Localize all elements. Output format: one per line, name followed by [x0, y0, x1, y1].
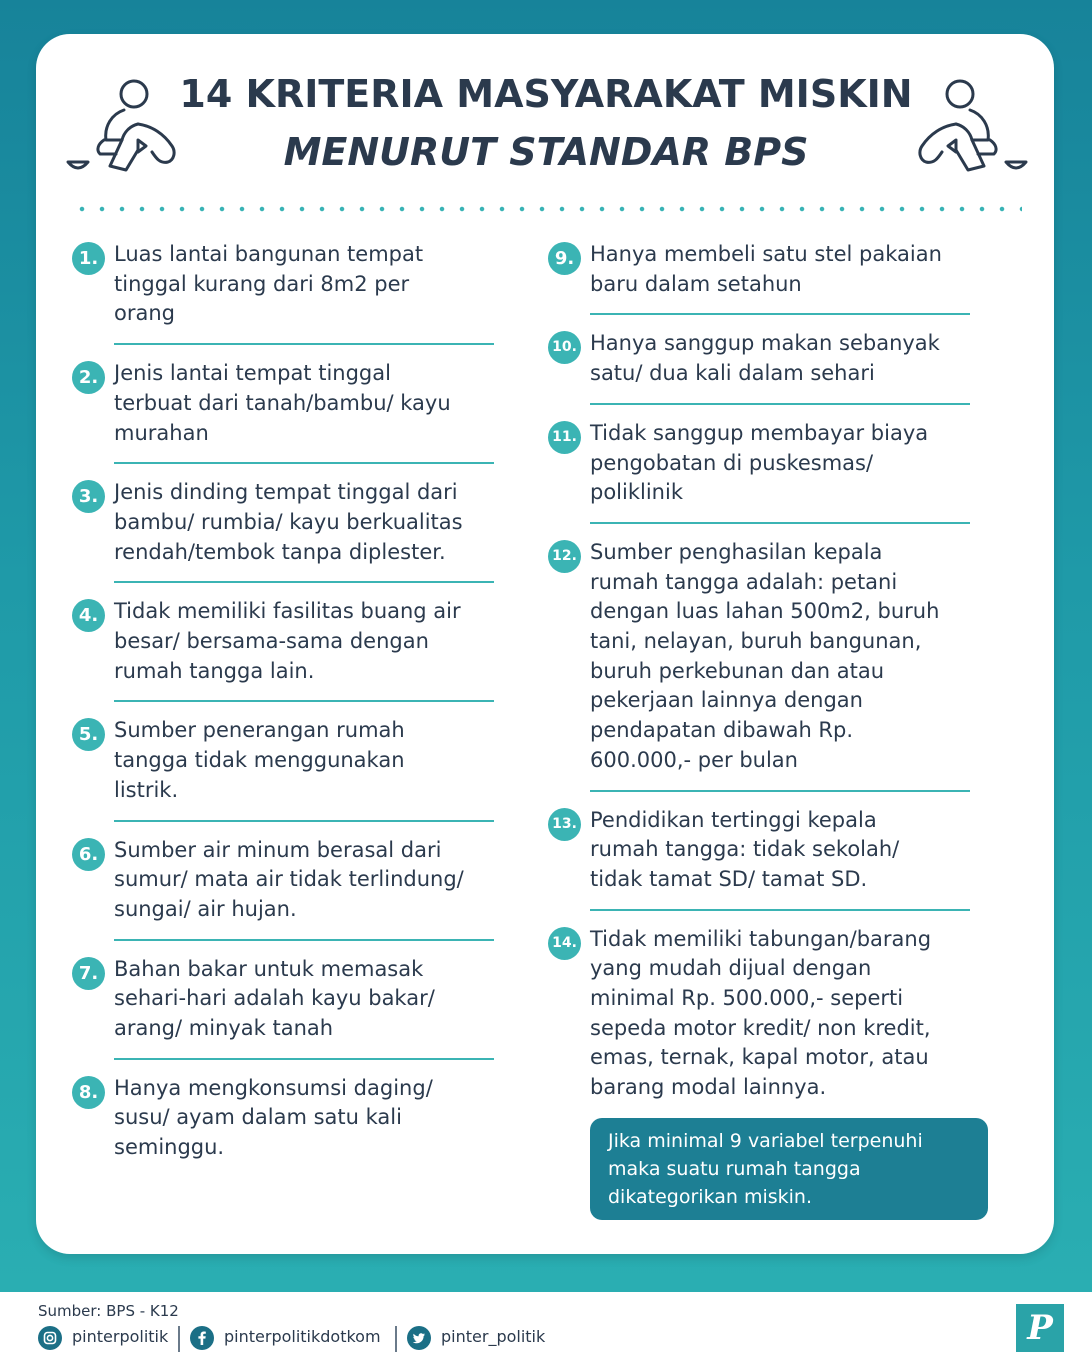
criteria-item — [548, 329, 988, 388]
criteria-item — [72, 359, 512, 448]
footer-separator — [178, 1326, 180, 1352]
facebook-handle: pinterpolitikdotkom — [224, 1327, 381, 1346]
criteria-item — [72, 1074, 512, 1163]
criteria-text: Hanya membeli satu stel pakaian baru dalam setahun — [590, 242, 942, 296]
item-divider — [590, 909, 970, 911]
criteria-number: 7. — [72, 957, 105, 990]
criteria-number: 2. — [72, 361, 105, 394]
item-divider — [590, 790, 970, 792]
criteria-item — [548, 419, 988, 508]
criteria-text: Hanya mengkonsumsi daging/ susu/ ayam dalam satu kali seminggu. — [114, 1075, 433, 1160]
item-divider — [114, 581, 494, 583]
item-divider — [114, 939, 494, 941]
criteria-number: 5. — [72, 718, 105, 751]
criteria-number: 3. — [72, 480, 105, 513]
item-divider — [590, 313, 970, 315]
criteria-item — [548, 240, 988, 299]
criteria-column-right — [548, 240, 988, 1103]
footer-separator — [395, 1326, 397, 1352]
criteria-item — [72, 597, 512, 686]
instagram-handle: pinterpolitik — [72, 1327, 169, 1346]
criteria-text: Sumber penghasilan kepala rumah tangga adalah: petani dengan luas lahan 500m2, buruh tani, nelayan, buruh bangunan, buruh perkebunan dan atau pekerjaan lainnya dengan pendapatan dibawah Rp. 600.000,- per bulan — [590, 539, 940, 772]
criteria-text: Pendidikan tertinggi kepala rumah tangga: tidak sekolah/ tidak tamat SD/ tamat SD. — [590, 807, 900, 891]
criteria-item — [72, 836, 512, 925]
page-title: 14 KRITERIA MASYARAKAT MISKIN — [179, 72, 913, 116]
criteria-number: 6. — [72, 838, 105, 871]
criteria-item — [548, 925, 988, 1103]
criteria-text: Sumber air minum berasal dari sumur/ mata air tidak terlindung/ sungai/ air hujan. — [114, 837, 464, 921]
social-links — [38, 1324, 638, 1354]
criteria-column-left — [72, 240, 512, 1163]
criteria-text: Jenis lantai tempat tinggal terbuat dari tanah/bambu/ kayu murahan — [114, 361, 451, 445]
brand-logo: P — [1016, 1304, 1064, 1352]
criteria-number: 12. — [548, 540, 581, 573]
criteria-text: Tidak memiliki tabungan/barang yang mudah dijual dengan minimal Rp. 500.000,- seperti sepeda motor kredit/ non kredit, emas, ternak, kapal motor, atau barang modal lainnya. — [590, 926, 932, 1100]
twitter-handle: pinter_politik — [441, 1327, 546, 1346]
criteria-number: 4. — [72, 599, 105, 632]
criteria-number: 11. — [548, 421, 581, 454]
item-divider — [590, 403, 970, 405]
criteria-text: Tidak sanggup membayar biaya pengobatan di puskesmas/ poliklinik — [590, 420, 929, 505]
criteria-text: Hanya sanggup makan sebanyak satu/ dua kali dalam sehari — [590, 331, 940, 386]
item-divider — [590, 522, 970, 524]
page-subtitle: MENURUT STANDAR BPS — [283, 130, 809, 174]
criteria-number: 13. — [548, 808, 581, 841]
source-text: Sumber: BPS - K12 — [38, 1302, 179, 1320]
facebook-icon — [190, 1326, 214, 1350]
criteria-item — [72, 955, 512, 1044]
criteria-item — [72, 478, 512, 567]
criteria-number: 9. — [548, 242, 581, 275]
criteria-number: 8. — [72, 1076, 105, 1109]
criteria-number: 10. — [548, 331, 581, 364]
conclusion-note — [590, 1118, 988, 1220]
criteria-number: 1. — [72, 242, 105, 275]
criteria-number: 14. — [548, 927, 581, 960]
criteria-text: Sumber penerangan rumah tangga tidak menggunakan listrik. — [114, 718, 405, 802]
criteria-text: Bahan bakar untuk memasak sehari-hari adalah kayu bakar/ arang/ minyak tanah — [114, 956, 435, 1041]
criteria-item — [548, 806, 988, 895]
conclusion-note-text: Jika minimal 9 variabel terpenuhi maka suatu rumah tangga dikategorikan miskin. — [608, 1130, 923, 1208]
criteria-text: Jenis dinding tempat tinggal dari bambu/ rumbia/ kayu berkualitas rendah/tembok tanpa diplester. — [114, 480, 463, 564]
dotted-divider — [72, 206, 1022, 212]
item-divider — [114, 1058, 494, 1060]
instagram-icon — [38, 1326, 62, 1350]
item-divider — [114, 462, 494, 464]
criteria-text: Luas lantai bangunan tempat tinggal kurang dari 8m2 per orang — [114, 242, 424, 326]
item-divider — [114, 700, 494, 702]
item-divider — [114, 820, 494, 822]
criteria-item — [72, 240, 512, 329]
item-divider — [114, 343, 494, 345]
criteria-item — [72, 716, 512, 805]
criteria-text: Tidak memiliki fasilitas buang air besar/ bersama-sama dengan rumah tangga lain. — [114, 599, 461, 683]
twitter-icon — [407, 1326, 431, 1350]
criteria-item — [548, 538, 988, 776]
